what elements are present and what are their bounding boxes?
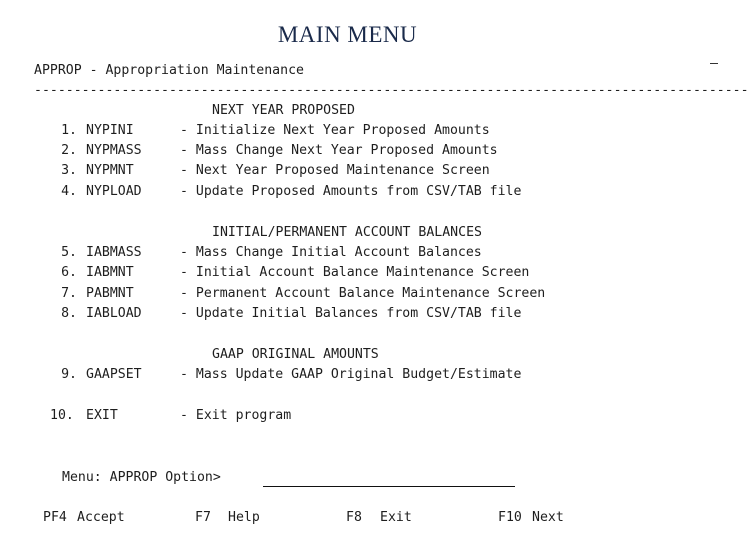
menu-item-description: - Permanent Account Balance Maintenance Screen: [180, 286, 546, 301]
menu-item-number: 7.: [61, 286, 77, 301]
menu-item-code[interactable]: IABMNT: [86, 265, 134, 280]
menu-item-number: 4.: [61, 184, 77, 199]
menu-item-number: 1.: [61, 123, 77, 138]
menu-item-number: 3.: [61, 163, 77, 178]
section-heading-gaap-original: GAAP ORIGINAL AMOUNTS: [212, 347, 379, 362]
menu-item-code[interactable]: NYPMASS: [86, 143, 142, 158]
menu-item-number: 8.: [61, 306, 77, 321]
option-input-underline[interactable]: [263, 486, 515, 487]
option-prompt-label: Menu: APPROP Option>: [62, 470, 221, 485]
menu-item-description: - Update Initial Balances from CSV/TAB file: [180, 306, 522, 321]
menu-item-number: 9.: [61, 367, 77, 382]
fkey-label[interactable]: Help: [228, 510, 260, 525]
menu-item-code[interactable]: EXIT: [86, 408, 118, 423]
menu-item-code[interactable]: GAAPSET: [86, 367, 142, 382]
menu-item-number: 2.: [61, 143, 77, 158]
slide-title: MAIN MENU: [277, 22, 418, 47]
menu-item-code[interactable]: NYPMNT: [86, 163, 134, 178]
menu-item-code[interactable]: PABMNT: [86, 286, 134, 301]
fkey-label[interactable]: Exit: [380, 510, 412, 525]
corner-mark: [710, 63, 718, 64]
header-divider: ------------------------------------------------------------------------------------------: [34, 83, 749, 98]
menu-item-description: - Mass Change Initial Account Balances: [180, 245, 482, 260]
menu-item-description: - Initialize Next Year Proposed Amounts: [180, 123, 490, 138]
fkey-label[interactable]: Accept: [77, 510, 125, 525]
fkey-key[interactable]: F8: [346, 510, 362, 525]
fkey-key[interactable]: F7: [195, 510, 211, 525]
menu-item-description: - Mass Update GAAP Original Budget/Estimate: [180, 367, 522, 382]
section-heading-account-balances: INITIAL/PERMANENT ACCOUNT BALANCES: [212, 225, 482, 240]
menu-item-number: 5.: [61, 245, 77, 260]
menu-item-description: - Update Proposed Amounts from CSV/TAB file: [180, 184, 522, 199]
fkey-key[interactable]: PF4: [43, 510, 67, 525]
fkey-label[interactable]: Next: [532, 510, 564, 525]
menu-item-code[interactable]: NYPLOAD: [86, 184, 142, 199]
menu-item-number: 6.: [61, 265, 77, 280]
section-heading-next-year-proposed: NEXT YEAR PROPOSED: [212, 103, 355, 118]
menu-item-description: - Mass Change Next Year Proposed Amounts: [180, 143, 498, 158]
menu-item-code[interactable]: IABLOAD: [86, 306, 142, 321]
menu-item-code[interactable]: IABMASS: [86, 245, 142, 260]
screen-header: APPROP - Appropriation Maintenance: [34, 63, 304, 78]
menu-item-code[interactable]: NYPINI: [86, 123, 134, 138]
menu-item-description: - Exit program: [180, 408, 292, 423]
menu-item-description: - Next Year Proposed Maintenance Screen: [180, 163, 490, 178]
fkey-key[interactable]: F10: [498, 510, 522, 525]
menu-item-number: 10.: [50, 408, 74, 423]
menu-item-description: - Initial Account Balance Maintenance Screen: [180, 265, 530, 280]
